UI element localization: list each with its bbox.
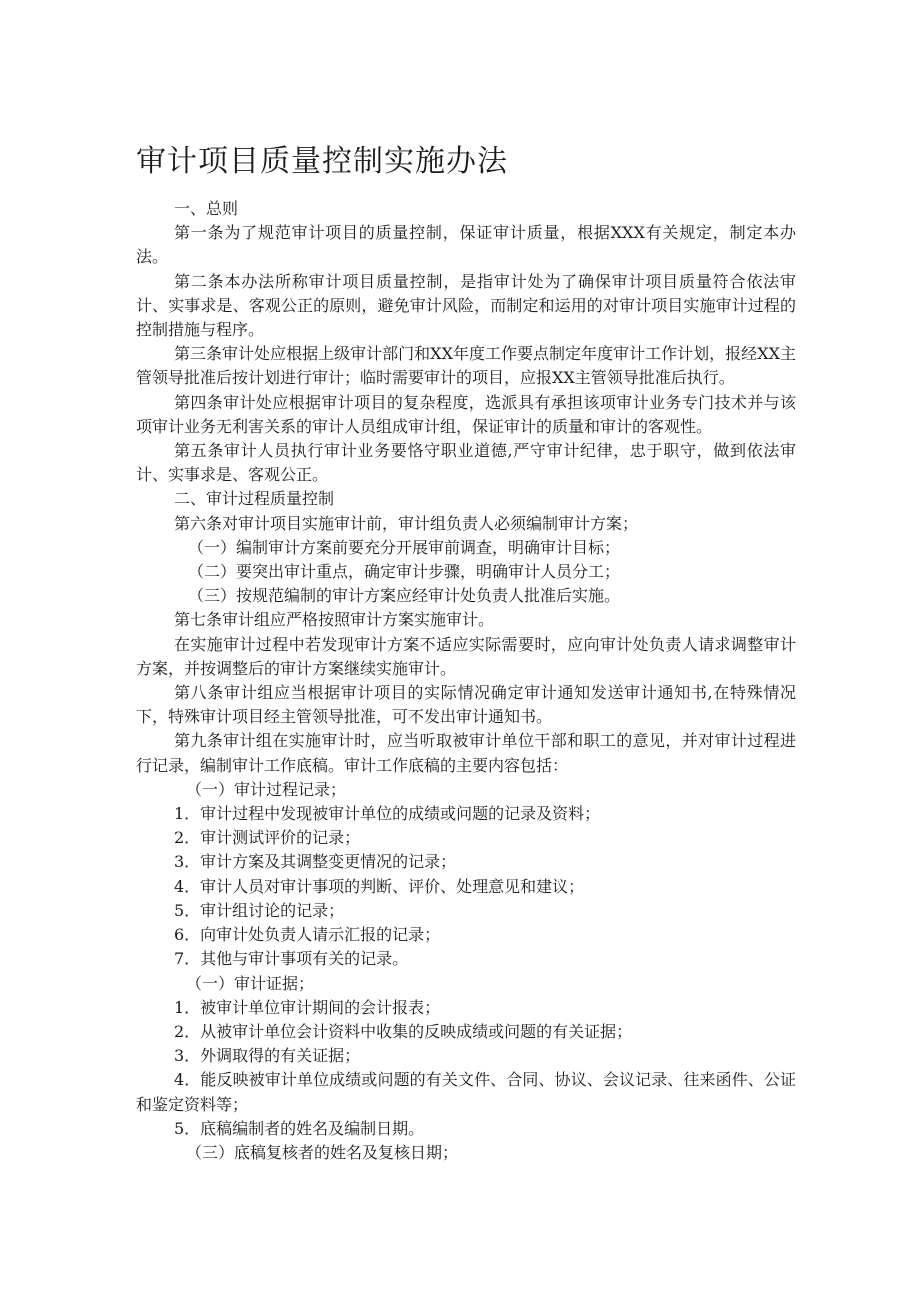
- list-item: 3．审计方案及其调整变更情况的记录；: [174, 852, 457, 872]
- article-9: 第九条审计组在实施审计时，应当听取被审计单位干部和职工的意见，并对审计过程进行记录，编制审计工作底稿。审计工作底稿的主要内容包括：: [136, 731, 796, 775]
- document-title: 审计项目质量控制实施办法: [136, 144, 508, 179]
- list-item: 1．被审计单位审计期间的会计报表；: [174, 997, 441, 1017]
- section-heading-process: 二、审计过程质量控制: [174, 489, 335, 509]
- article-3: 第三条审计处应根据上级审计部门和XX年度工作要点制定年度审计工作计划，报经XX主管领导批准后按计划进行审计；临时需要审计的项目，应报XX主管领导批准后执行。: [136, 344, 796, 388]
- document-body: [136, 197, 796, 1165]
- article-5: 第五条审计人员执行审计业务要恪守职业道德,严守审计纪律，忠于职守，做到依法审计、实事求是、客观公正。: [136, 441, 796, 485]
- article-9-sub-b: （一）审计证据；: [186, 973, 315, 993]
- article-6-item-3: （三）按规范编制的审计方案应经审计处负责人批准后实施。: [188, 586, 621, 606]
- article-1: 第一条为了规范审计项目的质量控制，保证审计质量，根据XXX有关规定，制定本办法。: [136, 223, 796, 267]
- article-7: 第七条审计组应严格按照审计方案实施审计。: [174, 610, 495, 630]
- list-item: 2．审计测试评价的记录；: [174, 828, 361, 848]
- list-item: 5．审计组讨论的记录；: [174, 900, 345, 920]
- article-9-sub-a: （一）审计过程记录；: [186, 779, 347, 799]
- list-item: 4．能反映被审计单位成绩或问题的有关文件、合同、协议、会议记录、往来函件、公证和鉴定资料等；: [136, 1070, 796, 1114]
- article-2: 第二条本办法所称审计项目质量控制，是指审计处为了确保审计项目质量符合依法审计、实事求是、客观公正的原则，避免审计风险，而制定和运用的对审计项目实施审计过程的控制措施与程序。: [136, 271, 796, 340]
- list-item: 3．外调取得的有关证据；: [174, 1046, 361, 1066]
- article-8: 第八条审计组应当根据审计项目的实际情况确定审计通知发送审计通知书,在特殊情况下，特殊审计项目经主管领导批准，可不发出审计通知书。: [136, 683, 796, 727]
- section-heading-general: 一、总则: [174, 199, 239, 218]
- list-item: 2．从被审计单位会计资料中收集的反映成绩或问题的有关证据；: [174, 1021, 633, 1041]
- article-6: 第六条对审计项目实施审计前，审计组负责人必须编制审计方案；: [174, 513, 639, 533]
- article-6-item-1: （一）编制审计方案前要充分开展审前调查，明确审计目标；: [188, 537, 621, 557]
- list-item: 5．底稿编制者的姓名及编制日期。: [174, 1118, 425, 1138]
- article-6-item-2: （二）要突出审计重点，确定审计步骤，明确审计人员分工；: [188, 562, 621, 582]
- article-7-paragraph: 在实施审计过程中若发现审计方案不适应实际需要时，应向审计处负责人请求调整审计方案，并按调整后的审计方案继续实施审计。: [136, 634, 796, 678]
- article-4: 第四条审计处应根据审计项目的复杂程度，选派具有承担该项审计业务专门技术并与该项审计业务无利害关系的审计人员组成审计组，保证审计的质量和审计的客观性。: [136, 392, 796, 436]
- list-item: 6．向审计处负责人请示汇报的记录；: [174, 925, 441, 945]
- list-item: 7．其他与审计事项有关的记录。: [174, 949, 409, 969]
- list-item: 4．审计人员对审计事项的判断、评价、处理意见和建议；: [174, 876, 585, 896]
- list-item: 1．审计过程中发现被审计单位的成绩或问题的记录及资料；: [174, 804, 601, 824]
- article-9-sub-c: （三）底稿复核者的姓名及复核日期；: [186, 1142, 459, 1162]
